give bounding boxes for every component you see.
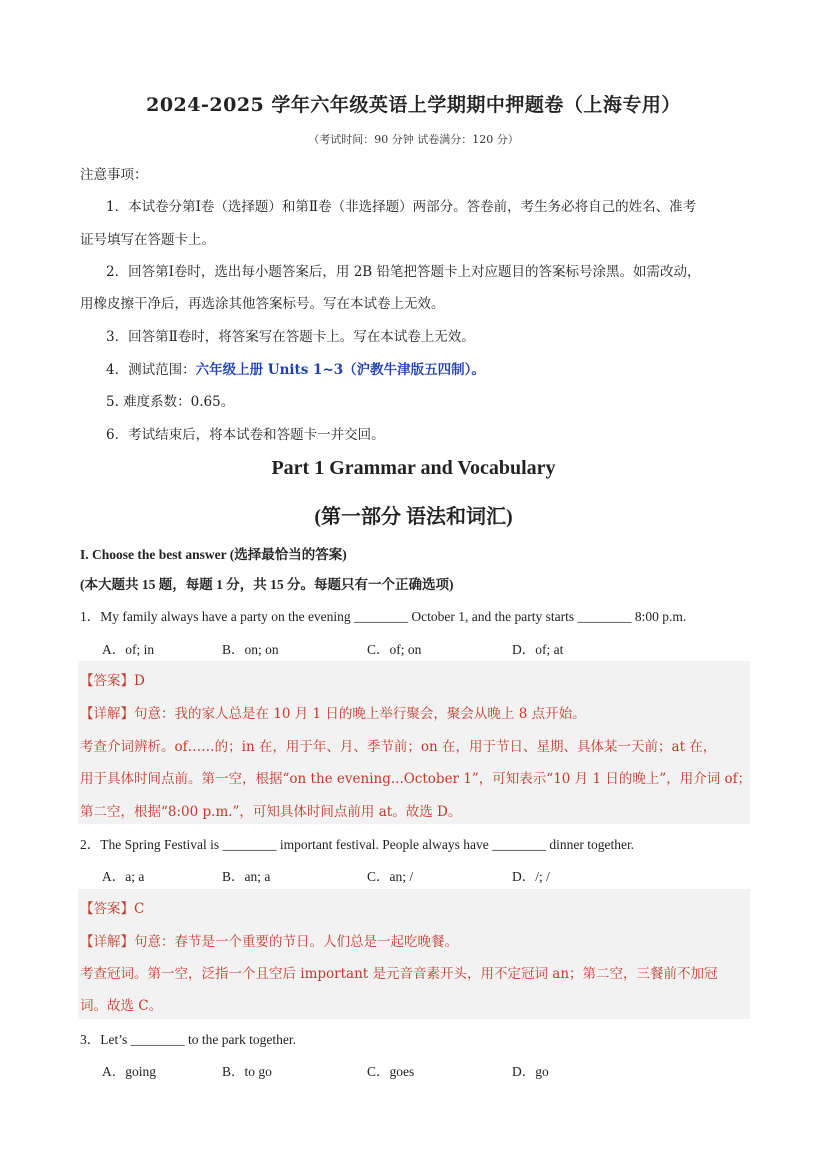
question-stem: 1．My family always have a party on the evening ________ October 1, and the party starts ________ 8:00 p.m. [80,609,687,624]
answer-line: 【答案】C [80,901,145,917]
detail-line: 考查冠词。第一空，泛指一个且空后 important 是元音音素开头，用不定冠词 an；第二空，三餐前不加冠 [80,966,718,982]
question-stem: 3．Let’s ________ to the park together. [80,1032,296,1047]
detail-line: 第二空，根据“8:00 p.m.”，可知具体时间点前用 at。故选 D。 [80,804,462,820]
detail-line: 【详解】句意：春节是一个重要的节日。人们总是一起吃晚餐。 [80,934,458,950]
note-item: 3．回答第Ⅱ卷时，将答案写在答题卡上。写在本试卷上无效。 [106,329,475,345]
scope-label: 4．测试范围： [106,362,196,378]
option-a: A．a; a [102,869,145,884]
detail-line: 【详解】句意：我的家人总是在 10 月 1 日的晚上举行聚会，聚会从晚上 8 点开始。 [80,706,586,722]
notes-heading: 注意事项： [80,167,148,183]
note-item: 证号填写在答题卡上。 [80,232,215,248]
note-item: 1．本试卷分第Ⅰ卷（选择题）和第Ⅱ卷（非选择题）两部分。答卷前，考生务必将自己的姓名、准考 [106,199,697,215]
option-d: D．/; / [512,869,550,884]
answer-box [78,889,750,1019]
page-title: 2024-2025 学年六年级英语上学期期中押题卷（上海专用） [146,94,681,116]
option-c: C．of; on [367,642,422,657]
option-a: A．of; in [102,642,155,657]
option-d: D．go [512,1064,549,1079]
option-b: B．on; on [222,642,279,657]
section-instruction: (本大题共 15 题，每题 1 分，共 15 分。每题只有一个正确选项) [80,577,454,592]
note-item: 用橡皮擦干净后，再选涂其他答案标号。写在本试卷上无效。 [80,296,445,312]
part-title-en: Part 1 Grammar and Vocabulary [271,457,556,479]
note-item: 2．回答第Ⅰ卷时，选出每小题答案后，用 2B 铅笔把答题卡上对应题目的答案标号涂黑。如需改动， [106,264,701,280]
part-title-cn: (第一部分 语法和词汇) [314,506,513,528]
detail-line: 用于具体时间点前。第一空，根据“on the evening...October 1”，可知表示“10 月 1 日的晚上”，用介词 of； [80,771,752,787]
option-b: B．an; a [222,869,271,884]
option-b: B．to go [222,1064,272,1079]
detail-line: 词。故选 C。 [80,998,163,1014]
question-stem: 2．The Spring Festival is ________ important festival. People always have ________ dinner together. [80,837,635,852]
answer-line: 【答案】D [80,673,145,689]
exam-info: （考试时间：90 分钟 试卷满分：120 分） [308,133,519,146]
scope-value: 六年级上册 Units 1~3（沪教牛津版五四制）。 [195,362,485,378]
option-c: C．an; / [367,869,414,884]
option-a: A．going [102,1064,156,1079]
option-d: D．of; at [512,642,564,657]
option-c: C．goes [367,1064,415,1079]
note-item: 5. 难度系数：0.65。 [106,394,235,410]
detail-line: 考查介词辨析。of……的；in 在，用于年、月、季节前；on 在，用于节日、星期、具体某一天前；at 在， [80,739,717,755]
note-item-scope [106,358,485,378]
note-item: 6．考试结束后，将本试卷和答题卡一并交回。 [106,427,385,443]
section-heading: I. Choose the best answer (选择最恰当的答案) [80,547,347,562]
